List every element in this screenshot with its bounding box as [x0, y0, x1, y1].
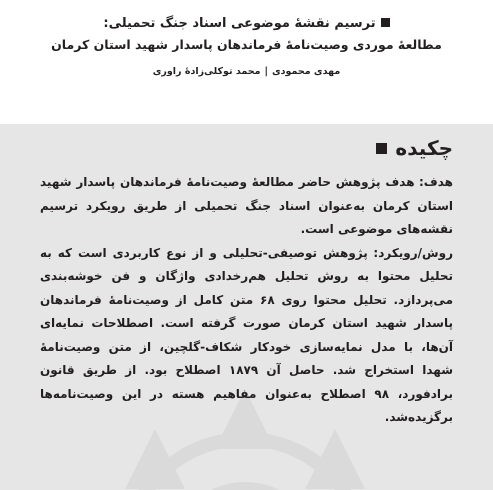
author-separator: |	[264, 66, 268, 77]
article-title-line	[20, 14, 473, 34]
method-label: روش/رویکرد:	[373, 245, 453, 260]
method-text: پژوهش توصیفی-تحلیلی و از نوع کاربردی است که به تحلیل محتوا به روش تحلیل هم‌رخدادی واژگان و فن خوشه‌بندی می‌پردازد. تحلیل محتوا روی ۶۸ متن کامل از وصیت‌نامهٔ فرماندهان پاسدار شهید استان کرمان صورت گرفته است. اصطلاحات نمایه‌ای آن‌ها، با مدل نمایه‌سازی خودکار شکاف-گلچین، از متن وصیت‌نامهٔ شهدا استخراج شد. حاصل آن ۱۸۷۹ اصطلاح بود. از طریق قانون برادفورد، ۹۸ اصطلاح به‌عنوان مفاهیم هسته در این وصیت‌نامه‌ها برگزیده‌شد.	[40, 245, 453, 424]
abstract-panel	[0, 124, 493, 490]
article-authors	[20, 62, 473, 82]
author-name-1: مهدی محمودی	[271, 66, 341, 77]
abstract-heading-text: چکیده	[395, 136, 453, 160]
goal-text: هدف پژوهش حاضر مطالعهٔ وصیت‌نامهٔ فرماندهان پاسدار شهید استان کرمان به‌عنوان اسناد جنگ تحمیلی از طریق رویکرد ترسیم نقشه‌های موضوعی است.	[40, 175, 453, 236]
heading-bullet-square	[376, 143, 387, 154]
article-title: ترسیم نقشهٔ موضوعی اسناد جنگ تحمیلی:	[103, 16, 376, 31]
abstract-method-paragraph	[40, 242, 453, 430]
abstract-heading	[376, 135, 453, 161]
abstract-goal-paragraph	[40, 171, 453, 242]
goal-label: هدف:	[418, 175, 453, 189]
abstract-body	[40, 171, 453, 430]
article-subtitle: مطالعهٔ موردی وصیت‌نامهٔ فرماندهان پاسدار شهید استان کرمان	[51, 37, 442, 52]
title-bullet-square	[381, 18, 390, 27]
author-name-2: محمد توکلی‌زادهٔ راوری	[152, 66, 261, 77]
article-header	[20, 14, 473, 82]
